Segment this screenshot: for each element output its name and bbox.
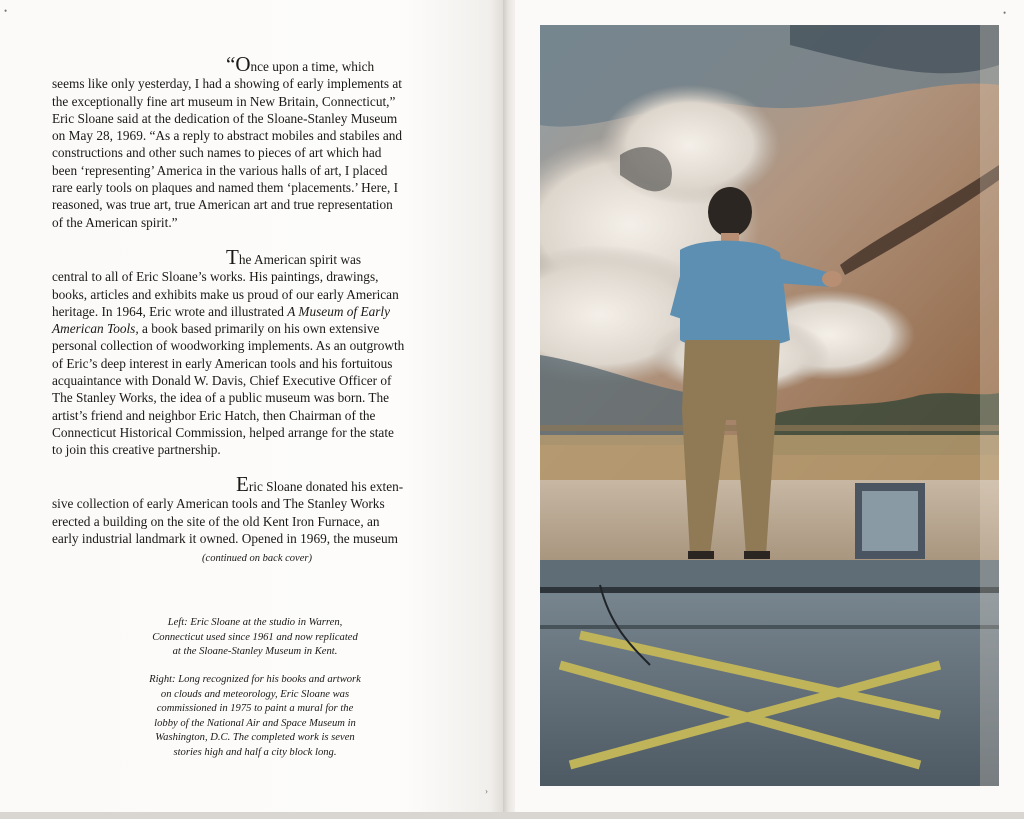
light-leak [980,25,999,786]
lift-platform [540,560,999,590]
left-page [0,0,505,812]
paragraph-quote: “Once upon a time, which seems like only yesterday, I had a showing of early implements at the exceptionally fine art museum in New Britain, Connecticut,” Eric Sloane said at the dedication of the Sloane-Stanley Museum on May 28, 1969. “As a reply to abstract mobiles and stabiles and constructions and other such names to pieces of art which had been ‘representing’ America in the various halls of art, I placed rare early tools on plaques and named them ‘placements.’ Here, I reasoned, was true art, true American art and true representation of the American spirit.” [52,52,403,230]
continued-note: (continued on back cover) [202,553,312,564]
lift-rail [540,587,999,593]
framed-picture-inner [862,491,918,551]
dropcap: “O [226,52,251,76]
fold-mark: › [485,786,488,796]
lift-bar [540,625,999,629]
paragraph-museum: Eric Sloane donated his exten- sive collection of early American tools and The Stanley Works erected a building on the site of the old Kent Iron Furnace, an early industrial landmark it owned. Opened in 1969, the museum [52,472,404,546]
caption-right-photo: Right: Long recognized for his books and artwork on clouds and meteorology, Eric Sloane was commissioned in 1975 to paint a mural for the lobby of the National Air and Space Museum in Washington, D.C. The completed work is seven stories high and half a city block long. [149,674,361,758]
paragraph-american-spirit: The American spirit was central to all of Eric Sloane’s works. His paintings, drawings, books, articles and exhibits make us proud of our early American heritage. In 1964, Eric wrote and illustrated A Museum of Early American Tools, a book based primarily on his own extensive personal collection of woodworking implements. As an outgrowth of Eric’s deep interest in early American tools and his fortuitous acquaintance with Donald W. Davis, Chief Executive Officer of The Stanley Works, the idea of a public museum was born. The artist’s friend and neighbor Eric Hatch, then Chairman of the Connecticut Historical Commission, helped arrange for the state to join this creative partnership. [52,245,405,458]
dropcap: E [236,472,249,496]
book-title: A Museum of Early [287,303,390,319]
staple-mark: • [4,6,8,16]
mural-painting-photo [540,25,999,786]
staple-mark: • [1003,8,1007,18]
mural-photo-illustration [540,25,999,786]
cloud [600,85,780,205]
dropcap: T [226,245,239,269]
book-title: American Tools, [52,321,139,337]
caption-left-photo: Left: Eric Sloane at the studio in Warren, Connecticut used since 1961 and now replicated at the Sloane-Stanley Museum in Kent. [152,617,358,658]
scan-edge [0,812,1024,819]
